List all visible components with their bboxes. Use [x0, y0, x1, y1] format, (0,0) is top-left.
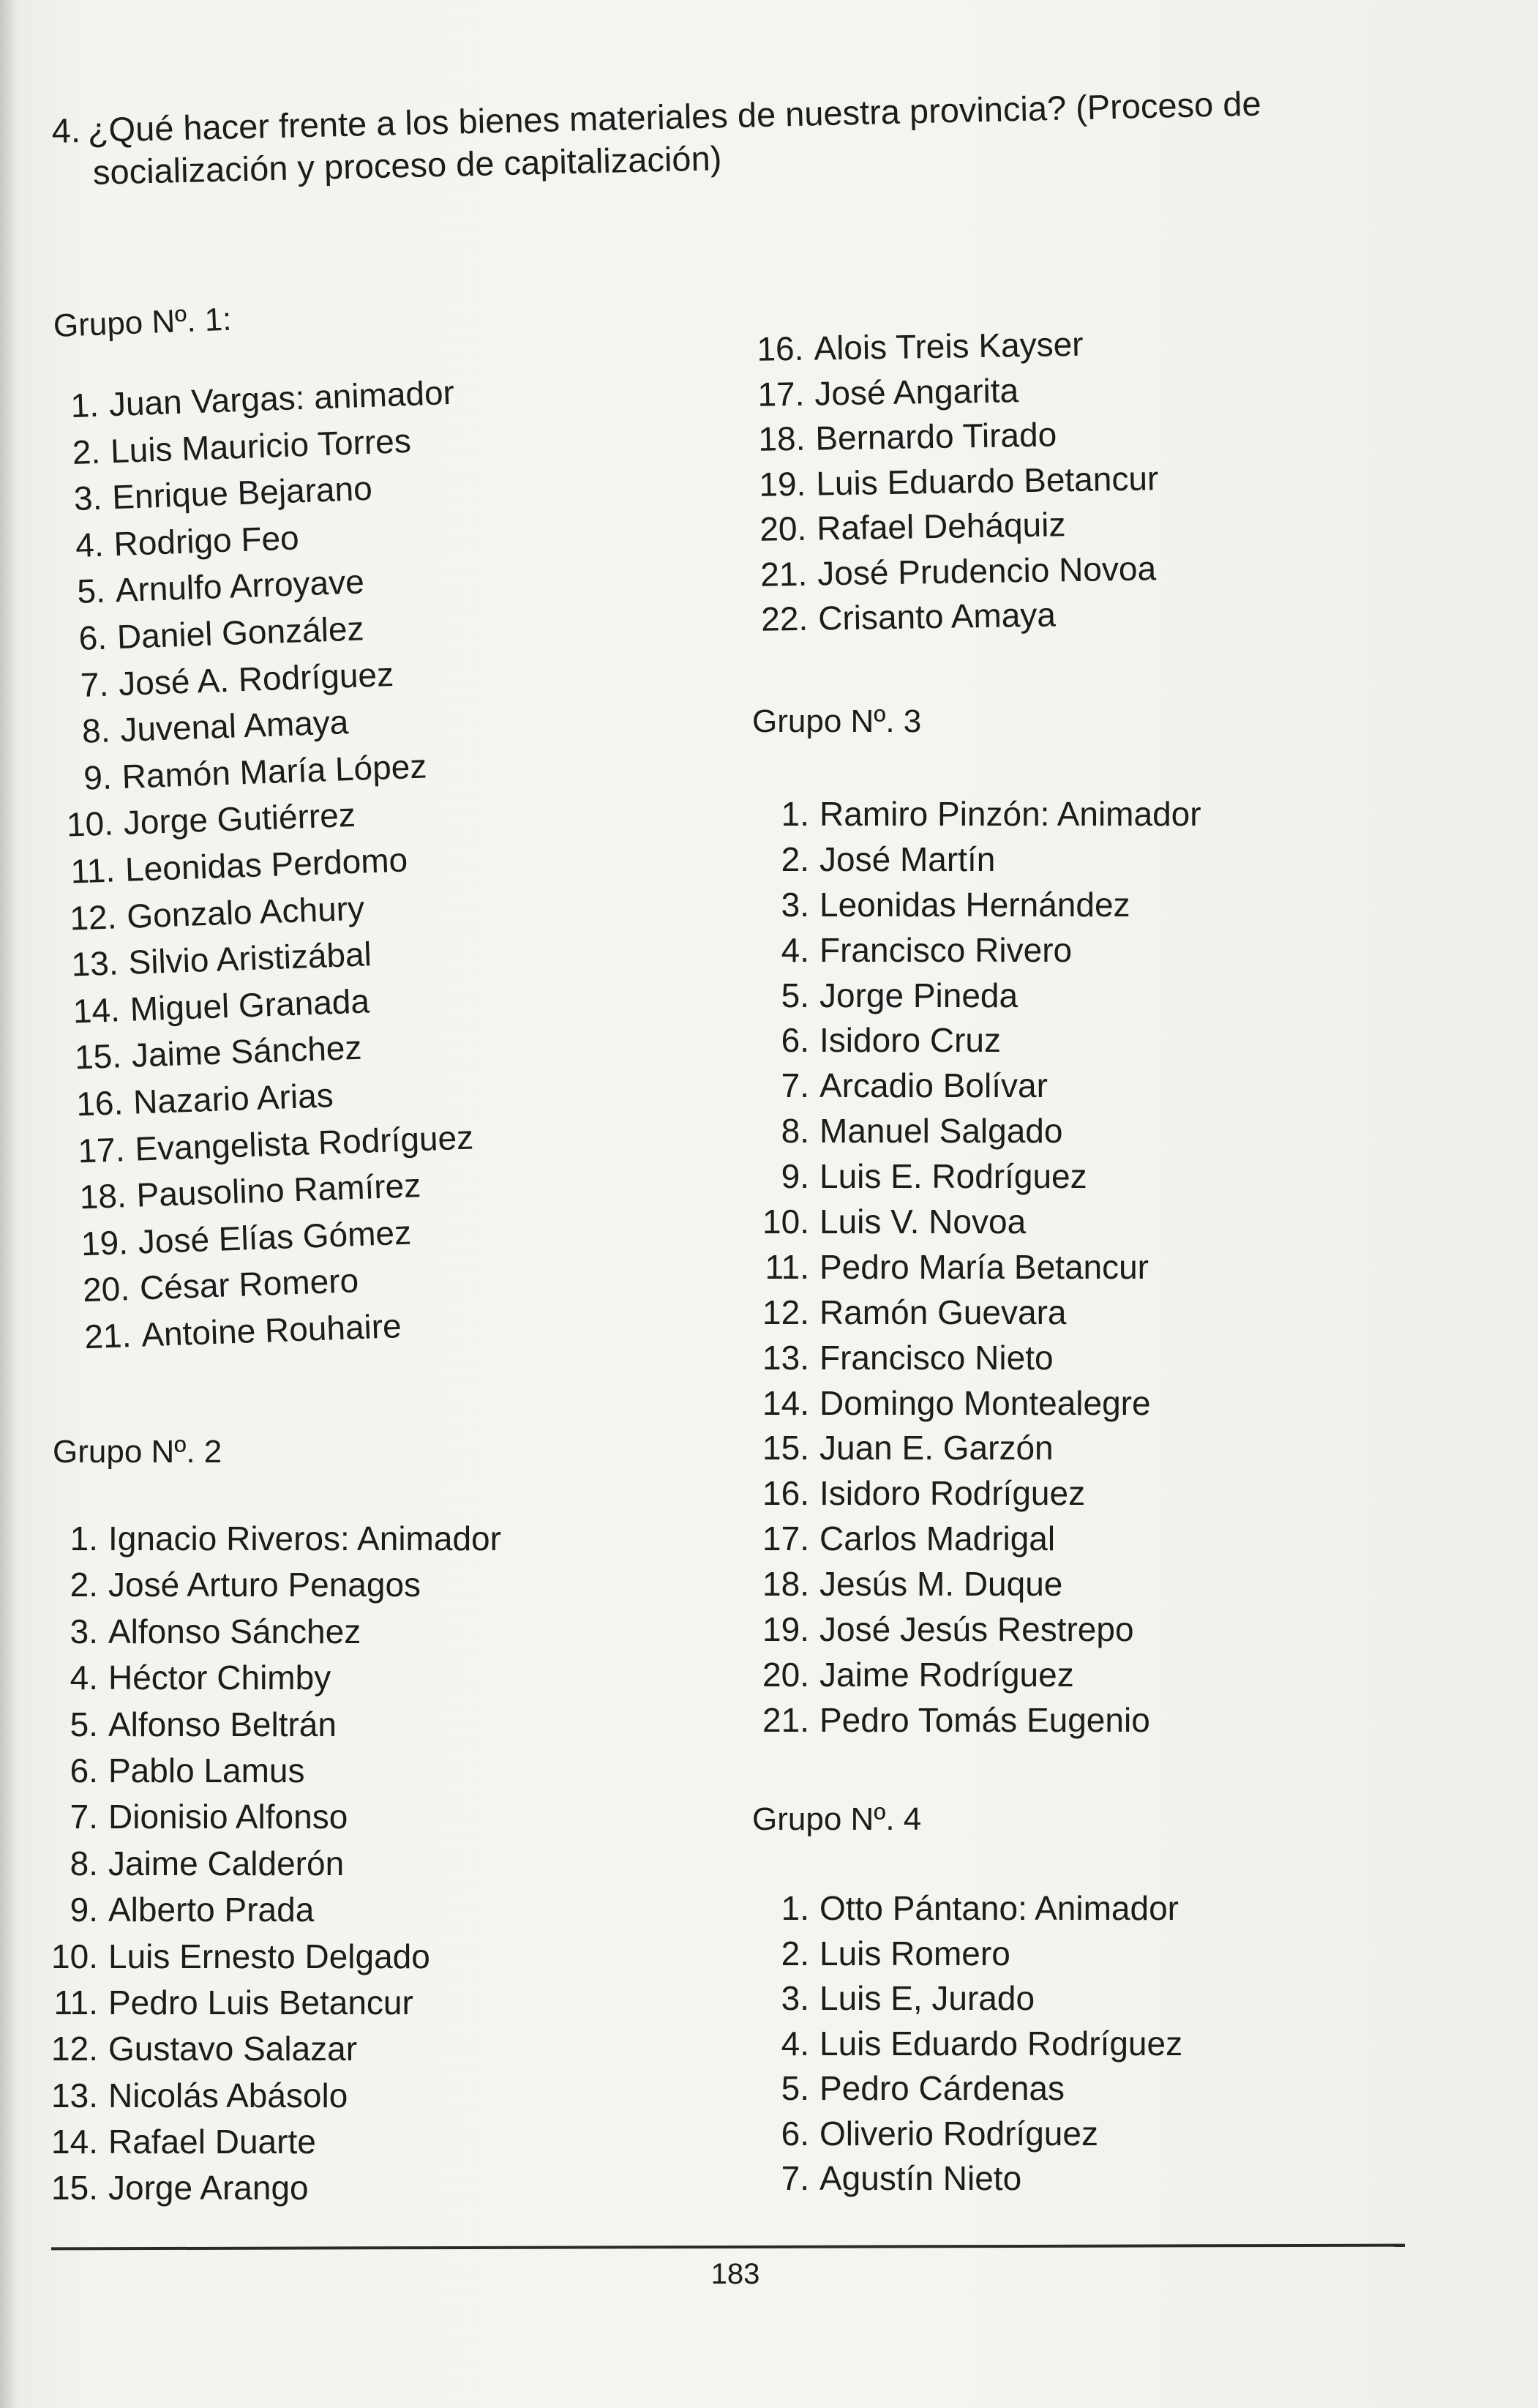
item-number: 9. [83, 758, 113, 797]
item-number: 10. [762, 1203, 809, 1241]
item-number: 3. [781, 885, 809, 924]
group-4-list [754, 1888, 1182, 2204]
member-name: José Jesús Restrepo [819, 1610, 1134, 1649]
item-number: 8. [81, 711, 111, 750]
member-name: Pedro María Betancur [819, 1247, 1149, 1286]
item-number: 19. [80, 1222, 129, 1263]
member-name: Jaime Rodríguez [819, 1655, 1074, 1694]
member-name: Jaime Calderón [108, 1844, 345, 1882]
member-name: José Angarita [814, 370, 1019, 413]
member-name: Juan Vargas: animador [108, 373, 455, 424]
item-number: 22. [760, 599, 809, 638]
member-name: César Romero [139, 1261, 359, 1307]
list-item [751, 548, 1160, 599]
list-item [51, 2029, 501, 2075]
member-name: Arnulfo Arroyave [114, 562, 365, 610]
member-name: Bernardo Tirado [814, 415, 1057, 457]
item-number: 2. [71, 432, 102, 471]
member-name: Manuel Salgado [819, 1112, 1063, 1151]
list-item [754, 1247, 1201, 1293]
item-number: 7. [79, 665, 110, 704]
list-item [748, 323, 1157, 374]
member-name: Luis Romero [819, 1934, 1010, 1973]
member-name: Alberto Prada [108, 1891, 315, 1929]
list-item [51, 1565, 501, 1611]
footer-rule [51, 2244, 1405, 2251]
list-item [754, 1564, 1201, 1609]
list-item [51, 1844, 501, 1890]
list-item [51, 1705, 501, 1751]
member-name: Jaime Sánchez [131, 1028, 363, 1075]
list-item [51, 1797, 501, 1843]
item-number: 4. [781, 2024, 809, 2063]
member-name: José Elías Gómez [137, 1213, 412, 1261]
member-name: Agustín Nieto [819, 2159, 1022, 2197]
item-number: 8. [781, 1112, 809, 1151]
item-number: 1. [781, 1889, 809, 1927]
item-number: 13. [762, 1338, 809, 1377]
list-item [751, 503, 1160, 554]
member-name: Antoine Rouhaire [140, 1306, 402, 1354]
item-number: 12. [69, 897, 118, 938]
member-name: Jorge Pineda [819, 976, 1019, 1014]
member-name: Alois Treis Kayser [814, 324, 1084, 367]
question-number: 4. [51, 111, 81, 150]
member-name: Evangelista Rodríguez [134, 1118, 474, 1168]
item-number: 5. [781, 976, 809, 1014]
item-number: 1. [781, 795, 809, 833]
list-item [754, 1293, 1201, 1338]
group-2-list [51, 1519, 501, 2215]
member-name: Pedro Cárdenas [819, 2069, 1065, 2107]
list-item [754, 885, 1201, 930]
member-name: Rafael Deháquiz [816, 505, 1066, 547]
item-number: 11. [53, 1983, 98, 2022]
list-item [754, 1700, 1201, 1746]
item-number: 21. [762, 1700, 809, 1739]
member-name: Gonzalo Achury [126, 889, 365, 935]
list-item [754, 1202, 1201, 1247]
member-name: Crisanto Amaya [817, 595, 1057, 637]
item-number: 2. [781, 840, 809, 878]
list-item [754, 930, 1201, 976]
member-name: Arcadio Bolívar [819, 1066, 1048, 1105]
group-3-title: Grupo Nº. 3 [752, 703, 922, 739]
list-item [754, 2158, 1182, 2204]
group-1-list [51, 373, 487, 1364]
list-item [51, 2076, 501, 2122]
member-name: Ramiro Pinzón: Animador [819, 795, 1201, 833]
item-number: 6. [781, 1021, 809, 1060]
item-number: 13. [51, 2076, 98, 2115]
page-number: 183 [710, 2258, 760, 2290]
item-number: 4. [70, 1659, 98, 1697]
member-name: Héctor Chimby [108, 1659, 331, 1697]
member-name: Leonidas Hernández [819, 885, 1130, 924]
item-number: 17. [757, 374, 805, 414]
member-name: Leonidas Perdomo [124, 840, 408, 889]
item-number: 16. [757, 329, 804, 368]
member-name: Rafael Duarte [108, 2123, 316, 2161]
member-name: Ramón Guevara [819, 1293, 1067, 1331]
item-number: 14. [72, 990, 121, 1031]
list-item [51, 1890, 501, 1936]
member-name: Juan E. Garzón [819, 1429, 1054, 1467]
member-name: Isidoro Cruz [819, 1021, 1001, 1060]
member-name: Jorge Gutiérrez [122, 796, 356, 842]
list-item [754, 1338, 1201, 1383]
item-number: 1. [70, 1519, 98, 1558]
member-name: Dionisio Alfonso [108, 1798, 348, 1836]
member-name: Luis E, Jurado [819, 1979, 1035, 2017]
item-number: 12. [762, 1293, 809, 1331]
item-number: 4. [781, 930, 809, 969]
member-name: Pausolino Ramírez [135, 1166, 421, 1214]
item-number: 21. [759, 554, 808, 594]
member-name: Alfonso Beltrán [108, 1705, 337, 1743]
item-number: 7. [781, 1066, 809, 1105]
list-item [754, 1655, 1201, 1700]
list-item [754, 1934, 1182, 1979]
item-number: 17. [762, 1519, 809, 1558]
list-item [754, 1888, 1182, 1934]
member-name: Gustavo Salazar [108, 2030, 358, 2068]
list-item [750, 458, 1159, 509]
member-name: Luis Eduardo Betancur [815, 458, 1159, 503]
list-item [51, 2122, 501, 2168]
list-item [754, 840, 1201, 885]
list-item [754, 976, 1201, 1021]
list-item [51, 1658, 501, 1704]
member-name: Daniel González [116, 609, 365, 657]
item-number: 9. [70, 1891, 98, 1929]
question-heading [51, 78, 1428, 195]
member-name: Ramón María López [121, 747, 428, 796]
member-name: Luis E. Rodríguez [819, 1157, 1087, 1196]
list-item [754, 1020, 1201, 1066]
list-item [754, 1428, 1201, 1473]
member-name: José Arturo Penagos [108, 1566, 421, 1604]
item-number: 10. [66, 804, 114, 844]
item-number: 14. [762, 1383, 809, 1422]
item-number: 10. [51, 1937, 98, 1975]
item-number: 13. [70, 943, 119, 984]
member-name: Miguel Granada [129, 981, 370, 1028]
list-item [754, 1066, 1201, 1111]
item-number: 8. [70, 1844, 98, 1882]
member-name: Carlos Madrigal [819, 1519, 1056, 1558]
item-number: 18. [757, 419, 806, 458]
member-name: Silvio Aristizábal [127, 935, 372, 981]
item-number: 16. [75, 1083, 124, 1123]
member-name: Nicolás Abásolo [108, 2076, 348, 2115]
question-line-2: socialización y proceso de capitalización) [92, 138, 722, 192]
item-number: 3. [70, 1612, 98, 1650]
item-number: 19. [758, 464, 806, 504]
item-number: 20. [82, 1269, 130, 1309]
item-number: 5. [76, 571, 106, 611]
item-number: 2. [781, 1934, 809, 1973]
item-number: 15. [51, 2169, 98, 2207]
item-number: 18. [762, 1565, 809, 1604]
member-name: Isidoro Rodríguez [819, 1474, 1086, 1513]
member-name: Jesús M. Duque [819, 1565, 1063, 1604]
item-number: 20. [759, 509, 807, 548]
list-item [754, 1473, 1201, 1519]
list-item [754, 794, 1201, 840]
list-item [754, 1383, 1201, 1429]
list-item [752, 593, 1161, 644]
item-number: 6. [70, 1751, 98, 1790]
member-name: Alfonso Sánchez [108, 1612, 361, 1650]
item-number: 16. [762, 1474, 809, 1513]
list-item [754, 1609, 1201, 1655]
question-line-1: ¿Qué hacer frente a los bienes materiales de nuestra provincia? (Proceso de [87, 83, 1262, 149]
list-item [51, 1937, 501, 1983]
item-number: 9. [781, 1157, 809, 1196]
page-binding-shadow [0, 0, 18, 2408]
member-name: Jorge Arango [108, 2169, 309, 2207]
item-number: 4. [75, 525, 105, 564]
member-name: Ignacio Riveros: Animador [108, 1519, 501, 1558]
list-item [51, 1612, 501, 1658]
member-name: José A. Rodríguez [118, 654, 394, 703]
list-item [51, 2168, 501, 2214]
item-number: 17. [77, 1129, 126, 1170]
member-name: José Martín [819, 840, 996, 878]
list-item [754, 2114, 1182, 2159]
item-number: 5. [781, 2069, 809, 2107]
item-number: 20. [762, 1655, 809, 1694]
member-name: Nazario Arias [132, 1076, 334, 1121]
list-item [749, 368, 1158, 419]
member-name: Pedro Luis Betancur [108, 1983, 413, 2022]
item-number: 6. [781, 2114, 809, 2153]
item-number: 11. [70, 850, 116, 891]
item-number: 14. [51, 2123, 98, 2161]
list-item [51, 1519, 501, 1565]
item-number: 21. [83, 1315, 132, 1356]
member-name: Pablo Lamus [108, 1751, 305, 1790]
list-item [754, 1156, 1201, 1202]
member-name: Pedro Tomás Eugenio [819, 1700, 1150, 1739]
member-name: Juvenal Amaya [119, 703, 350, 749]
item-number: 11. [765, 1247, 809, 1286]
list-item [754, 1111, 1201, 1156]
list-item [754, 1519, 1201, 1564]
list-item [749, 413, 1158, 464]
group-1-title: Grupo Nº. 1: [53, 301, 233, 344]
item-number: 2. [70, 1566, 98, 1604]
member-name: Rodrigo Feo [113, 518, 300, 563]
group-2-title: Grupo Nº. 2 [53, 1434, 222, 1470]
member-name: Luis Ernesto Delgado [108, 1937, 430, 1975]
member-name: Francisco Rivero [819, 930, 1073, 969]
item-number: 3. [73, 478, 103, 518]
group-2-list-continued [748, 323, 1161, 644]
item-number: 3. [781, 1979, 809, 2017]
item-number: 6. [78, 618, 108, 657]
list-item [754, 2068, 1182, 2114]
item-number: 5. [70, 1705, 98, 1743]
member-name: Luis Mauricio Torres [110, 421, 412, 470]
member-name: José Prudencio Novoa [817, 548, 1157, 593]
item-number: 12. [51, 2030, 98, 2068]
item-number: 1. [70, 385, 100, 425]
list-item [51, 1983, 501, 2029]
group-4-title: Grupo Nº. 4 [752, 1801, 922, 1837]
item-number: 15. [762, 1429, 809, 1467]
member-name: Enrique Bejarano [111, 468, 373, 517]
member-name: Domingo Montealegre [819, 1383, 1151, 1422]
member-name: Otto Pántano: Animador [819, 1889, 1179, 1927]
item-number: 18. [78, 1176, 127, 1216]
list-item [754, 1978, 1182, 2024]
item-number: 7. [781, 2159, 809, 2197]
item-number: 15. [74, 1036, 122, 1077]
member-name: Oliverio Rodríguez [819, 2114, 1098, 2153]
list-item [51, 1751, 501, 1797]
member-name: Francisco Nieto [819, 1338, 1054, 1377]
member-name: Luis Eduardo Rodríguez [819, 2024, 1183, 2063]
item-number: 19. [762, 1610, 809, 1649]
item-number: 7. [70, 1798, 98, 1836]
member-name: Luis V. Novoa [819, 1203, 1027, 1241]
group-3-list [754, 794, 1201, 1746]
list-item [754, 2024, 1182, 2069]
